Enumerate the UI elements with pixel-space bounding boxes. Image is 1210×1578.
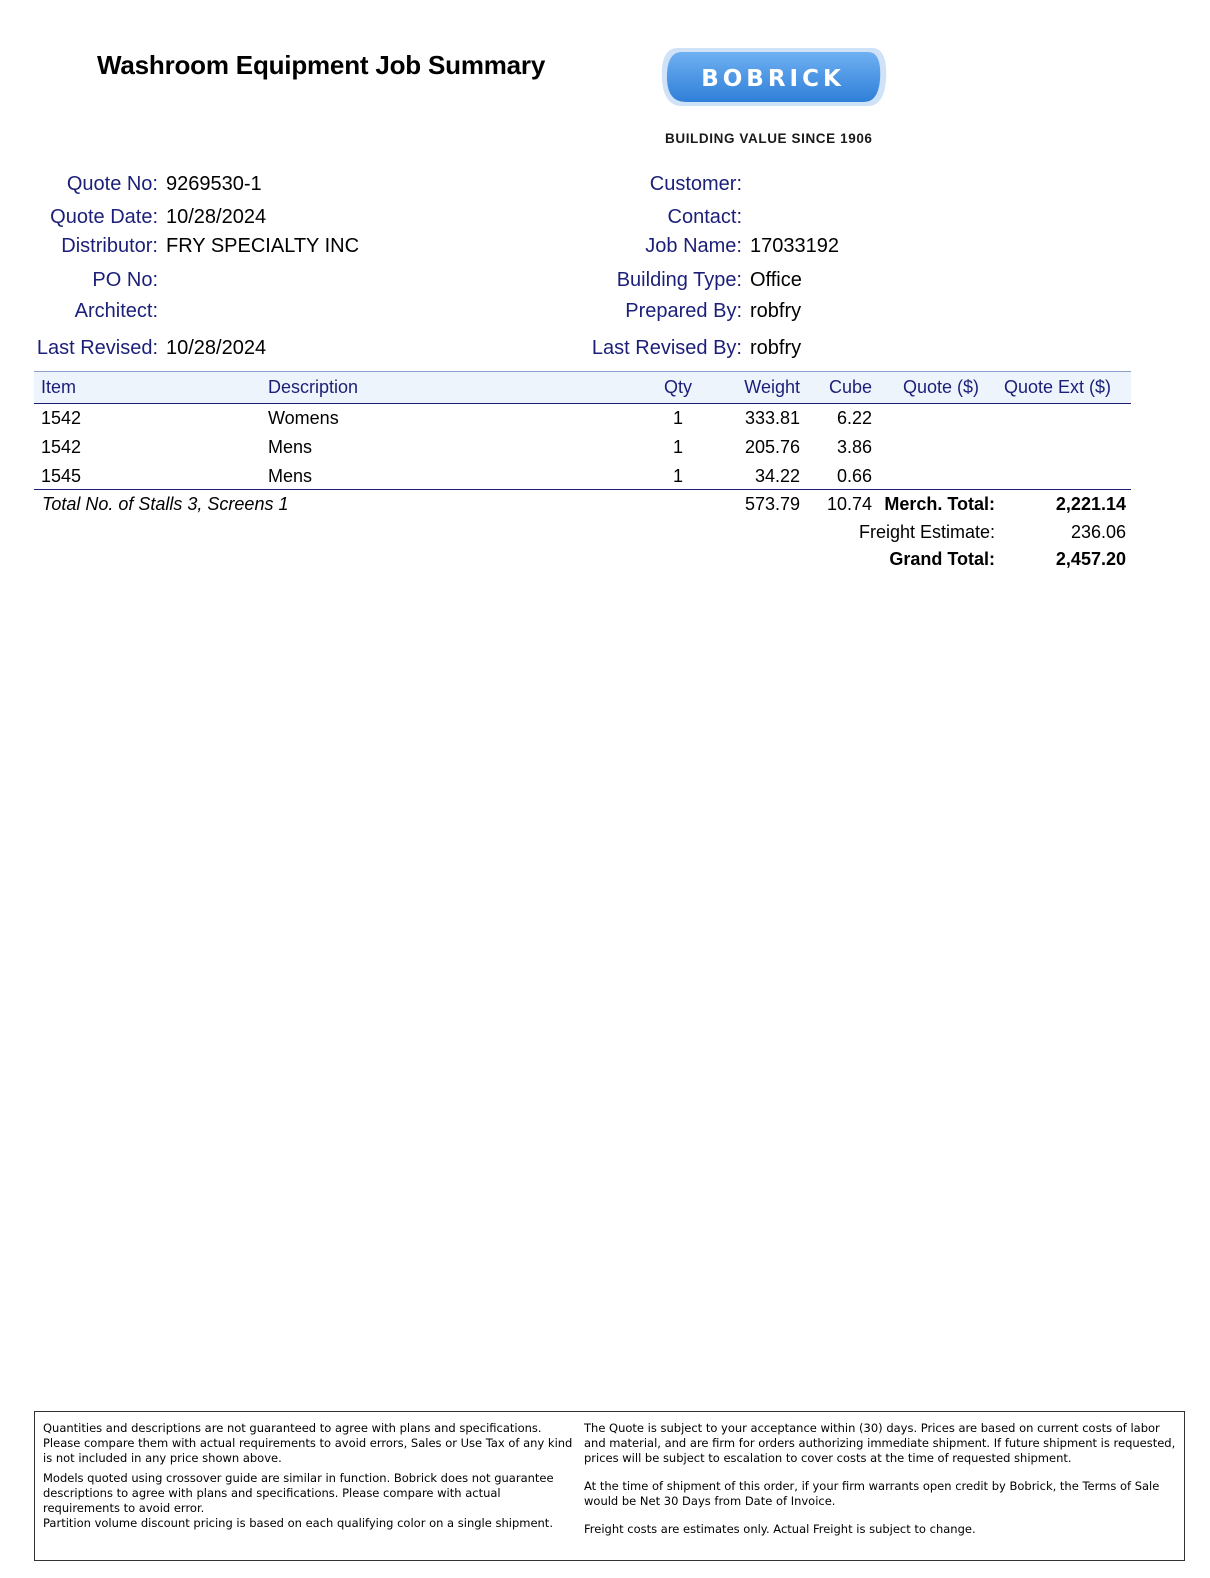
freight-estimate-label: Freight Estimate: [858, 522, 995, 542]
grand-total-label: Grand Total: [889, 549, 995, 569]
table-row-item: 1542 [41, 437, 82, 457]
table-row-item: 1545 [41, 466, 82, 486]
building-type-value: Office [750, 269, 802, 291]
col-header-qty: Qty [663, 377, 692, 397]
quote-no-label: Quote No: [66, 173, 158, 195]
merch-total-label: Merch. Total: [884, 494, 995, 514]
last-revised-by-value: robfry [750, 337, 802, 359]
col-header-cube: Cube [828, 377, 872, 397]
table-row-cube: 3.86 [836, 437, 872, 457]
col-header-quote-ext: Quote Ext ($) [1003, 377, 1111, 397]
quote-no-value: 9269530-1 [166, 173, 262, 195]
last-revised-label: Last Revised: [36, 337, 158, 359]
job-name-label: Job Name: [645, 235, 742, 257]
table-row-qty: 1 [672, 408, 683, 428]
architect-label: Architect: [74, 300, 158, 322]
prepared-by-value: robfry [750, 300, 802, 322]
footer-right-terms [584, 1421, 1176, 1542]
total-weight: 573.79 [744, 494, 800, 514]
table-row-description: Mens [268, 466, 313, 486]
table-row-weight: 34.22 [754, 466, 800, 486]
table-row-cube: 6.22 [836, 408, 872, 428]
svg-text:BOBRICK: BOBRICK [701, 66, 845, 92]
po-no-label: PO No: [92, 269, 158, 291]
last-revised-by-label: Last Revised By: [591, 337, 742, 359]
col-header-weight: Weight [744, 377, 800, 397]
page-title: Washroom Equipment Job Summary [97, 50, 546, 80]
table-row-cube: 0.66 [836, 466, 872, 486]
terms-footer [34, 1411, 1185, 1561]
last-revised-value: 10/28/2024 [166, 337, 267, 359]
footer-left-para: Models quoted using crossover guide are similar in function. Bobrick does not guarantee descriptions to agree with plans and specifications. Please compare with actual requirements to avoid error. [43, 1471, 554, 1515]
footer-left-terms [43, 1421, 578, 1536]
table-row-weight: 205.76 [744, 437, 800, 457]
quote-date-value: 10/28/2024 [166, 206, 267, 228]
building-type-label: Building Type: [616, 269, 742, 291]
footer-left-para: Quantities and descriptions are not guaranteed to agree with plans and specifications. Please compare them with actual requirements to avoid errors, Sales or Use Tax of any kind is not included in any price shown above. [43, 1421, 573, 1465]
table-divider [34, 489, 1131, 490]
table-row-weight: 333.81 [744, 408, 800, 428]
grand-total-value: 2,457.20 [1055, 549, 1126, 569]
footer-right-para: At the time of shipment of this order, if your firm warrants open credit by Bobrick, the Terms of Sale would be Net 30 Days from Date of Invoice. [584, 1479, 1160, 1508]
total-cube: 10.74 [826, 494, 872, 514]
customer-label: Customer: [649, 173, 742, 195]
table-row-description: Mens [268, 437, 313, 457]
table-row-qty: 1 [672, 466, 683, 486]
footer-right-para: The Quote is subject to your acceptance within (30) days. Prices are based on current costs of labor and material, and are firm for orders authorizing immediate shipment. If future shipment is requested, prices will be subject to escalation to cover costs at the time of requested shipment. [584, 1421, 1176, 1465]
distributor-value: FRY SPECIALTY INC [166, 235, 360, 257]
table-row-item: 1542 [41, 408, 82, 428]
table-row-description: Womens [268, 408, 339, 428]
footer-left-para: Partition volume discount pricing is based on each qualifying color on a single shipment. [43, 1516, 553, 1530]
col-header-quote: Quote ($) [902, 377, 979, 397]
logo-tagline: BUILDING VALUE SINCE 1906 [665, 131, 873, 146]
quote-date-label: Quote Date: [50, 206, 158, 228]
footer-right-para: Freight costs are estimates only. Actual Freight is subject to change. [584, 1522, 976, 1536]
contact-label: Contact: [667, 206, 742, 228]
table-row-qty: 1 [672, 437, 683, 457]
freight-estimate-value: 236.06 [1070, 522, 1126, 542]
distributor-label: Distributor: [61, 235, 158, 257]
job-name-value: 17033192 [750, 235, 839, 257]
col-header-item: Item [41, 377, 77, 397]
merch-total-value: 2,221.14 [1055, 494, 1126, 514]
prepared-by-label: Prepared By: [625, 300, 742, 322]
col-header-description: Description [268, 377, 359, 397]
total-stalls-note: Total No. of Stalls 3, Screens 1 [42, 494, 289, 514]
